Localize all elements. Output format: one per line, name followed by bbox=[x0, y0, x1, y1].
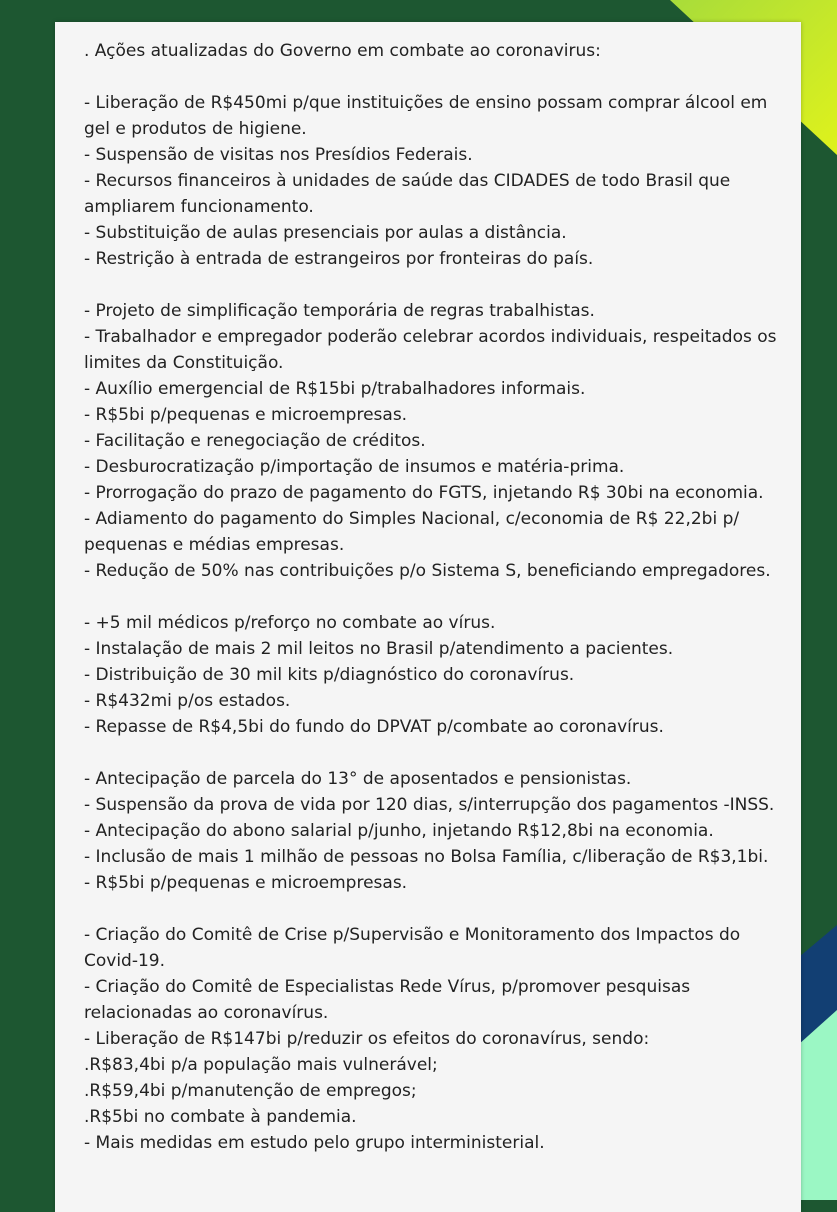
measure-line: - Desburocratização p/importação de insumos e matéria-prima. bbox=[84, 457, 625, 477]
measure-line: pequenas e médias empresas. bbox=[84, 535, 345, 555]
measure-line: - Mais medidas em estudo pelo grupo interministerial. bbox=[84, 1133, 545, 1153]
measure-line: ampliarem funcionamento. bbox=[84, 197, 314, 217]
measure-group bbox=[84, 610, 784, 740]
measure-line: - Prorrogação do prazo de pagamento do FGTS, injetando R$ 30bi na economia. bbox=[84, 483, 764, 503]
measure-group bbox=[84, 298, 784, 584]
measure-line: .R$5bi no combate à pandemia. bbox=[84, 1107, 357, 1127]
measure-line: - Substituição de aulas presenciais por aulas a distância. bbox=[84, 223, 567, 243]
measure-line: - Antecipação do abono salarial p/junho, injetando R$12,8bi na economia. bbox=[84, 821, 714, 841]
measure-line: - R$432mi p/os estados. bbox=[84, 691, 291, 711]
paragraph-gap bbox=[84, 896, 784, 922]
measure-line: - Suspensão da prova de vida por 120 dias, s/interrupção dos pagamentos -INSS. bbox=[84, 795, 775, 815]
measure-line: - Trabalhador e empregador poderão celebrar acordos individuais, respeitados os bbox=[84, 327, 777, 347]
document-title: . Ações atualizadas do Governo em combate ao coronavirus: bbox=[84, 41, 601, 61]
measures-list bbox=[84, 90, 784, 1156]
measure-line: relacionadas ao coronavírus. bbox=[84, 1003, 329, 1023]
measure-line: gel e produtos de higiene. bbox=[84, 119, 307, 139]
measure-line: - Projeto de simplificação temporária de regras trabalhistas. bbox=[84, 301, 595, 321]
measure-line: - Repasse de R$4,5bi do fundo do DPVAT p/combate ao coronavírus. bbox=[84, 717, 664, 737]
measure-line: - Distribuição de 30 mil kits p/diagnóstico do coronavírus. bbox=[84, 665, 575, 685]
measure-line: - Antecipação de parcela do 13° de aposentados e pensionistas. bbox=[84, 769, 632, 789]
measure-line: - R$5bi p/pequenas e microempresas. bbox=[84, 405, 408, 425]
measure-line: - Criação do Comitê de Crise p/Supervisão e Monitoramento dos Impactos do bbox=[84, 925, 741, 945]
measure-line: - Auxílio emergencial de R$15bi p/trabalhadores informais. bbox=[84, 379, 586, 399]
measure-line: - Facilitação e renegociação de créditos. bbox=[84, 431, 426, 451]
measure-line: .R$83,4bi p/a população mais vulnerável; bbox=[84, 1055, 438, 1075]
measure-line: - Adiamento do pagamento do Simples Nacional, c/economia de R$ 22,2bi p/ bbox=[84, 509, 740, 529]
measure-group bbox=[84, 922, 784, 1156]
measure-line: limites da Constituição. bbox=[84, 353, 284, 373]
measure-line: - Criação do Comitê de Especialistas Rede Vírus, p/promover pesquisas bbox=[84, 977, 691, 997]
measure-line: Covid-19. bbox=[84, 951, 166, 971]
measure-line: - Liberação de R$450mi p/que instituições de ensino possam comprar álcool em bbox=[84, 93, 768, 113]
measure-line: .R$59,4bi p/manutenção de empregos; bbox=[84, 1081, 417, 1101]
measure-group bbox=[84, 90, 784, 272]
measure-line: - Redução de 50% nas contribuições p/o Sistema S, beneficiando empregadores. bbox=[84, 561, 771, 581]
document-text bbox=[84, 38, 784, 1156]
measure-group bbox=[84, 766, 784, 896]
measure-line: - Recursos financeiros à unidades de saúde das CIDADES de todo Brasil que bbox=[84, 171, 731, 191]
measure-line: - Restrição à entrada de estrangeiros por fronteiras do país. bbox=[84, 249, 594, 269]
measure-line: - Inclusão de mais 1 milhão de pessoas no Bolsa Família, c/liberação de R$3,1bi. bbox=[84, 847, 769, 867]
measure-line: - R$5bi p/pequenas e microempresas. bbox=[84, 873, 408, 893]
measure-line: - Liberação de R$147bi p/reduzir os efeitos do coronavírus, sendo: bbox=[84, 1029, 650, 1049]
paragraph-gap bbox=[84, 272, 784, 298]
paragraph-gap bbox=[84, 64, 784, 90]
paragraph-gap bbox=[84, 584, 784, 610]
measure-line: - Instalação de mais 2 mil leitos no Brasil p/atendimento a pacientes. bbox=[84, 639, 674, 659]
measure-line: - Suspensão de visitas nos Presídios Federais. bbox=[84, 145, 473, 165]
paragraph-gap bbox=[84, 740, 784, 766]
measure-line: - +5 mil médicos p/reforço no combate ao vírus. bbox=[84, 613, 496, 633]
